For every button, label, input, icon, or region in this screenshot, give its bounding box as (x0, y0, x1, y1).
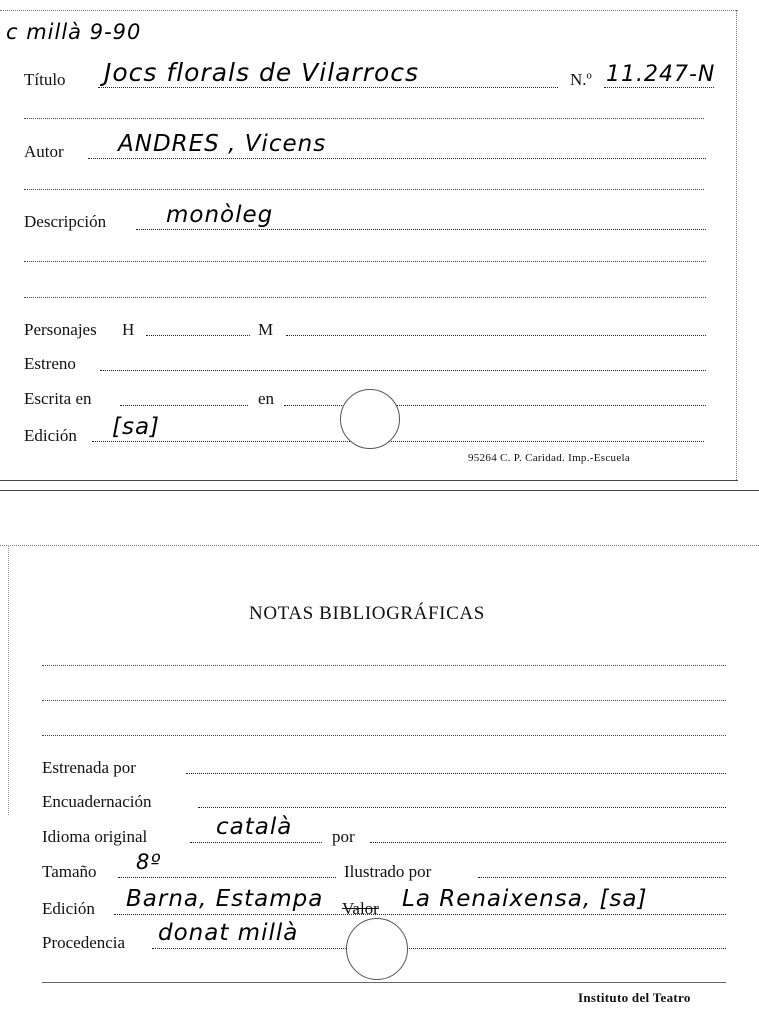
edicion2-line (114, 914, 726, 915)
estreno-label: Estreno (24, 354, 76, 373)
procedencia-label: Procedencia (42, 933, 126, 952)
notas-line-2 (42, 700, 726, 701)
encuadernacion-label: Encuadernación (42, 792, 152, 811)
estrenada-label: Estrenada por (42, 758, 136, 777)
estrenada-line (186, 773, 726, 774)
titulo-continuation-line (24, 118, 704, 119)
titulo-value: Jocs florals de Vilarrocs (104, 58, 420, 87)
idioma-label: Idioma original (42, 827, 148, 846)
autor-label: Autor (24, 142, 64, 161)
card-right-edge (736, 10, 737, 480)
idioma-por-label: por (332, 827, 355, 846)
autor-value: ANDRES , Vicens (118, 131, 327, 157)
titulo-line (98, 87, 558, 88)
personajes-m-line (286, 335, 706, 336)
descripcion-label: Descripción (24, 212, 107, 231)
encuadernacion-line (198, 807, 726, 808)
escrita-line (120, 405, 248, 406)
edicion2-value-1: Barna, Estampa (126, 886, 324, 912)
edicion2-label: Edición (42, 899, 95, 918)
card-top-edge (0, 10, 738, 11)
card-left-edge (8, 545, 9, 815)
personajes-m-label: M (258, 320, 274, 339)
ilustrado-line (478, 877, 726, 878)
corner-note: c millà 9-90 (6, 20, 142, 44)
card-top-edge (0, 545, 759, 546)
numero-value: 11.247-N (606, 62, 716, 87)
estreno-line (100, 370, 706, 371)
numero-line (604, 87, 714, 88)
descripcion-line-3 (24, 297, 706, 298)
titulo-label: Título (24, 70, 66, 89)
card-bottom-edge (0, 480, 738, 481)
descripcion-value: monòleg (166, 202, 274, 228)
printer-note: 95264 C. P. Caridad. Imp.-Escuela (468, 452, 631, 464)
descripcion-line-2 (24, 261, 706, 262)
tamano-label: Tamaño (42, 862, 97, 881)
notas-line-3 (42, 735, 726, 736)
idioma-line (190, 842, 322, 843)
idioma-por-line (370, 842, 726, 843)
personajes-h-line (146, 335, 250, 336)
procedencia-value: donat millà (158, 920, 299, 946)
edicion2-value-2: La Renaixensa, [sa] (402, 886, 648, 912)
tamano-line (118, 877, 336, 878)
escrita-label: Escrita en (24, 389, 92, 408)
escrita-en-label: en (258, 389, 275, 408)
idioma-value: català (216, 814, 293, 840)
personajes-label: Personajes (24, 320, 97, 339)
numero-label: N.º (570, 70, 592, 89)
autor-continuation-line (24, 189, 704, 190)
procedencia-line (152, 948, 726, 949)
notas-heading: NOTAS BIBLIOGRÁFICAS (249, 603, 485, 624)
personajes-h-label: H (122, 320, 135, 339)
catalog-card-front (0, 0, 759, 490)
card-bottom-edge-2 (0, 490, 759, 491)
catalog-card-back (0, 540, 759, 1028)
edicion2-struck-word: Valor (342, 899, 379, 918)
tamano-value: 8º (136, 850, 162, 874)
autor-line (88, 158, 706, 159)
footer-institution: Instituto del Teatro (578, 990, 691, 1005)
edicion-line (92, 441, 704, 442)
notas-line-1 (42, 665, 726, 666)
descripcion-line (136, 229, 706, 230)
edicion-label: Edición (24, 426, 77, 445)
punch-hole-circle (346, 918, 408, 980)
procedencia-line-2 (42, 982, 726, 983)
edicion-value: [sa] (112, 414, 161, 440)
punch-hole-circle (340, 389, 400, 449)
ilustrado-label: Ilustrado por (344, 862, 432, 881)
